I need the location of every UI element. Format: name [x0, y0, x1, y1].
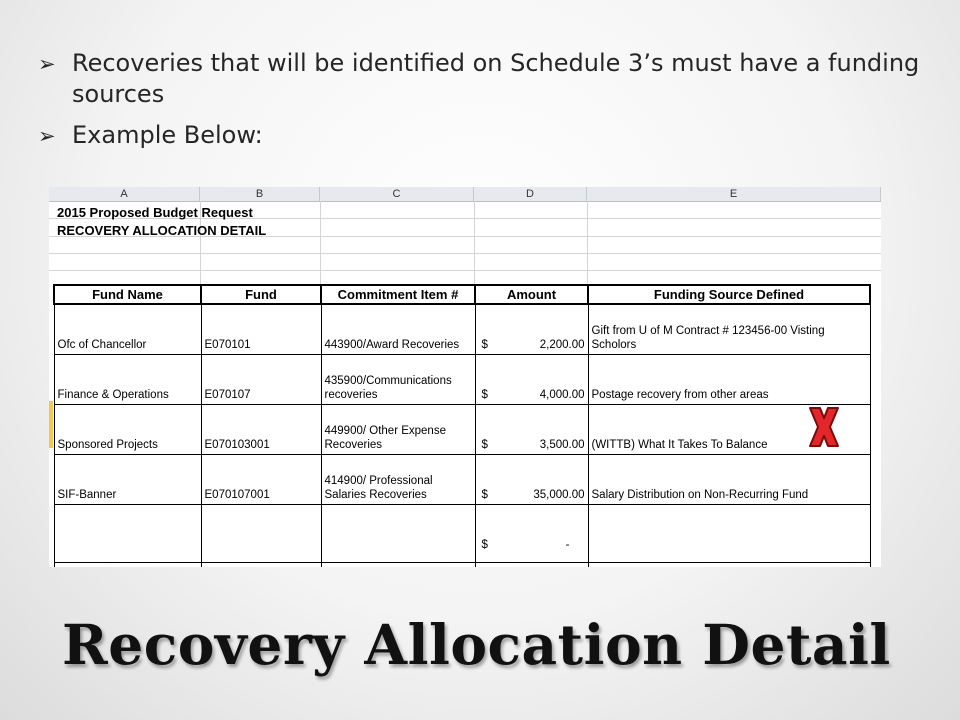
funding-source-cell: (WITTB) What It Takes To Balance	[588, 405, 870, 455]
amount-cell	[475, 505, 588, 563]
x-mark-icon	[806, 405, 842, 449]
fund-name-cell: SIF-Banner	[54, 455, 201, 505]
amount-cell	[475, 405, 588, 455]
commitment-cell	[321, 563, 475, 568]
table-header-row	[54, 285, 870, 304]
funding-source-cell: Gift from U of M Contract # 123456-00 Visting Scholors	[588, 304, 870, 355]
column-letter: A	[49, 187, 200, 201]
sheet-subtitle: RECOVERY ALLOCATION DETAIL	[57, 223, 267, 238]
amount-value: -	[565, 539, 570, 551]
bullet-item	[38, 48, 938, 110]
table-row	[54, 405, 870, 455]
fund-name-cell	[54, 563, 201, 568]
table-row	[54, 304, 870, 355]
bullet-item	[38, 120, 938, 151]
amount-cell	[475, 563, 588, 568]
funding-source-cell: Postage recovery from other areas	[588, 355, 870, 405]
amount-cell	[475, 355, 588, 405]
amount-value: 35,000.00	[533, 489, 585, 501]
funding-source-cell: Salary Distribution on Non-Recurring Fund	[588, 455, 870, 505]
commitment-cell	[321, 505, 475, 563]
amount-cell	[475, 304, 588, 355]
amount-value: 4,000.00	[539, 389, 585, 401]
currency-symbol: $	[481, 489, 488, 501]
commitment-cell: 443900/Award Recoveries	[321, 304, 475, 355]
arrow-bullet-icon: ➢	[38, 52, 56, 76]
recovery-table	[53, 284, 871, 567]
fund-cell: E070101	[201, 304, 321, 355]
fund-name-cell: Sponsored Projects	[54, 405, 201, 455]
bullet-text: Example Below:	[72, 121, 263, 149]
fund-cell: E070103001	[201, 405, 321, 455]
commitment-cell: 449900/ Other Expense Recoveries	[321, 405, 475, 455]
currency-symbol: $	[481, 339, 488, 351]
column-header: Amount	[475, 285, 588, 304]
column-letter: C	[320, 187, 474, 201]
commitment-cell: 414900/ Professional Salaries Recoveries	[321, 455, 475, 505]
fund-cell: E070107001	[201, 455, 321, 505]
funding-source-cell	[588, 505, 870, 563]
currency-symbol: $	[481, 539, 488, 551]
row-selection-indicator	[49, 401, 53, 448]
column-header: Fund	[201, 285, 321, 304]
fund-cell: E070107	[201, 355, 321, 405]
funding-source-cell	[588, 563, 870, 568]
column-header: Fund Name	[54, 285, 201, 304]
fund-cell	[201, 563, 321, 568]
fund-name-cell: Finance & Operations	[54, 355, 201, 405]
sheet-title: 2015 Proposed Budget Request	[57, 205, 253, 220]
currency-symbol: $	[481, 389, 488, 401]
amount-value: 3,500.00	[539, 439, 585, 451]
arrow-bullet-icon: ➢	[38, 124, 56, 148]
commitment-cell: 435900/Communications recoveries	[321, 355, 475, 405]
table-row	[54, 505, 870, 563]
bullet-list	[38, 48, 938, 161]
column-letter: D	[474, 187, 587, 201]
slide-title: Recovery Allocation Detail	[62, 612, 891, 677]
column-header: Commitment Item #	[321, 285, 475, 304]
column-letter: B	[200, 187, 320, 201]
amount-cell	[475, 455, 588, 505]
bullet-text: Recoveries that will be identified on Schedule 3’s must have a funding sources	[72, 49, 920, 108]
table-row	[54, 455, 870, 505]
currency-symbol: $	[481, 439, 488, 451]
column-header: Funding Source Defined	[588, 285, 870, 304]
amount-value: 2,200.00	[539, 339, 585, 351]
fund-name-cell	[54, 505, 201, 563]
fund-name-cell: Ofc of Chancellor	[54, 304, 201, 355]
table-row	[54, 563, 870, 568]
table-row	[54, 355, 870, 405]
column-header-bar	[49, 187, 881, 202]
spreadsheet-screenshot	[49, 187, 881, 567]
fund-cell	[201, 505, 321, 563]
column-letter: E	[587, 187, 881, 201]
